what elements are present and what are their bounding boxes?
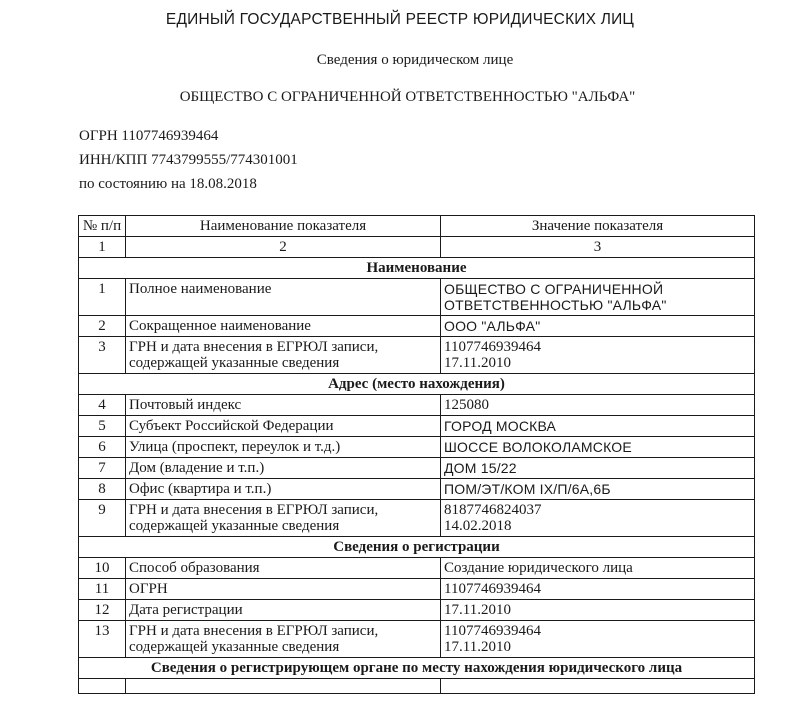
table-row xyxy=(79,579,755,600)
table-row xyxy=(79,337,755,374)
section-row xyxy=(79,374,755,395)
cell-line: 8187746824037 xyxy=(444,502,542,518)
row-number: 13 xyxy=(79,621,126,658)
row-number: 9 xyxy=(79,500,126,537)
row-indicator-name xyxy=(126,337,441,374)
row-indicator-value xyxy=(441,437,755,458)
row-number: 6 xyxy=(79,437,126,458)
row-indicator-value xyxy=(441,458,755,479)
section-row xyxy=(79,537,755,558)
cell-line: ГРН и дата внесения в ЕГРЮЛ записи, xyxy=(129,502,379,518)
row-number: 2 xyxy=(79,316,126,337)
cell-line: 125080 xyxy=(444,397,489,413)
row-number: 12 xyxy=(79,600,126,621)
row-indicator-name xyxy=(126,279,441,316)
cell-line: 14.02.2018 xyxy=(444,518,512,534)
cell-line: 1107746939464 xyxy=(444,339,541,355)
table-row-cut xyxy=(79,679,755,694)
table-row xyxy=(79,458,755,479)
row-indicator-name xyxy=(126,458,441,479)
column-number: 2 xyxy=(126,237,441,258)
cell-line: Создание юридического лица xyxy=(444,560,633,576)
cell-line: Дом (владение и т.п.) xyxy=(129,460,265,476)
company-name-heading: ОБЩЕСТВО С ОГРАНИЧЕННОЙ ОТВЕТСТВЕННОСТЬЮ "АЛЬФА" xyxy=(179,89,636,105)
row-indicator-value xyxy=(441,479,755,500)
cell-line: Почтовый индекс xyxy=(129,397,242,413)
cell-line: Дата регистрации xyxy=(129,602,243,618)
as-of-date-line: по состоянию на 18.08.2018 xyxy=(79,176,257,192)
row-indicator-name xyxy=(126,416,441,437)
cell-line: 17.11.2010 xyxy=(444,639,511,655)
cell-line: ГОРОД МОСКВА xyxy=(444,418,557,434)
table-row xyxy=(79,316,755,337)
cell-line: Сокращенное наименование xyxy=(129,318,311,334)
cell-line: Офис (квартира и т.п.) xyxy=(129,481,272,497)
table-row xyxy=(79,558,755,579)
table-header-row xyxy=(79,216,755,237)
row-number: 4 xyxy=(79,395,126,416)
cell-line: 17.11.2010 xyxy=(444,602,511,618)
cell-line: Полное наименование xyxy=(129,281,272,297)
table-row xyxy=(79,279,755,316)
cell-line: 1107746939464 xyxy=(444,581,541,597)
row-indicator-value xyxy=(441,621,755,658)
cell-line: 17.11.2010 xyxy=(444,355,511,371)
row-indicator-name xyxy=(126,621,441,658)
document-subtitle: Сведения о юридическом лице xyxy=(316,52,514,68)
cell-line: ОБЩЕСТВО С ОГРАНИЧЕННОЙ xyxy=(444,281,664,297)
cell-line: ПОМ/ЭТ/КОМ IX/П/6А,6Б xyxy=(444,481,611,497)
column-number-row xyxy=(79,237,755,258)
section-row xyxy=(79,258,755,279)
row-number: 10 xyxy=(79,558,126,579)
table-row xyxy=(79,416,755,437)
row-number: 7 xyxy=(79,458,126,479)
cell-line: Субъект Российской Федерации xyxy=(129,418,334,434)
cell-line: ДОМ 15/22 xyxy=(444,460,517,476)
row-number: 11 xyxy=(79,579,126,600)
row-indicator-value xyxy=(441,500,755,537)
row-indicator-value xyxy=(441,579,755,600)
table-row xyxy=(79,395,755,416)
row-indicator-name xyxy=(126,316,441,337)
row-indicator-name xyxy=(126,579,441,600)
registry-title: ЕДИНЫЙ ГОСУДАРСТВЕННЫЙ РЕЕСТР ЮРИДИЧЕСКИХ ЛИЦ xyxy=(165,11,635,28)
row-indicator-value xyxy=(441,395,755,416)
row-indicator-value xyxy=(441,316,755,337)
column-header: № п/п xyxy=(79,216,126,237)
cut-cell xyxy=(79,679,126,694)
cell-line: ОТВЕТСТВЕННОСТЬЮ "АЛЬФА" xyxy=(444,297,667,313)
cell-line: ГРН и дата внесения в ЕГРЮЛ записи, xyxy=(129,623,379,639)
row-indicator-name xyxy=(126,437,441,458)
row-indicator-value xyxy=(441,279,755,316)
ogrn-line: ОГРН 1107746939464 xyxy=(79,128,219,144)
cut-cell xyxy=(126,679,441,694)
register-table-body xyxy=(79,216,755,694)
cell-line: содержащей указанные сведения xyxy=(129,355,340,371)
cut-cell xyxy=(441,679,755,694)
column-number: 1 xyxy=(79,237,126,258)
section-title: Сведения о регистрации xyxy=(79,537,755,558)
row-indicator-name xyxy=(126,500,441,537)
cell-line: 1107746939464 xyxy=(444,623,541,639)
row-indicator-value xyxy=(441,558,755,579)
row-number: 8 xyxy=(79,479,126,500)
register-table xyxy=(78,215,755,694)
cell-line: содержащей указанные сведения xyxy=(129,639,340,655)
row-indicator-value xyxy=(441,600,755,621)
cell-line: ГРН и дата внесения в ЕГРЮЛ записи, xyxy=(129,339,379,355)
cell-line: Улица (проспект, переулок и т.д.) xyxy=(129,439,341,455)
table-row xyxy=(79,600,755,621)
row-indicator-name xyxy=(126,600,441,621)
inn-kpp-line: ИНН/КПП 7743799555/774301001 xyxy=(79,152,298,168)
cell-line: ОГРН xyxy=(129,581,168,597)
section-title: Наименование xyxy=(79,258,755,279)
row-indicator-value xyxy=(441,337,755,374)
cell-line: ШОССЕ ВОЛОКОЛАМСКОЕ xyxy=(444,439,632,455)
cell-line: ООО "АЛЬФА" xyxy=(444,318,541,334)
table-row xyxy=(79,500,755,537)
column-header: Наименование показателя xyxy=(126,216,441,237)
row-number: 3 xyxy=(79,337,126,374)
table-row xyxy=(79,479,755,500)
table-row xyxy=(79,437,755,458)
column-header: Значение показателя xyxy=(441,216,755,237)
section-title: Сведения о регистрирующем органе по месту нахождения юридического лица xyxy=(79,658,755,679)
section-title: Адрес (место нахождения) xyxy=(79,374,755,395)
cell-line: Способ образования xyxy=(129,560,260,576)
column-number: 3 xyxy=(441,237,755,258)
table-row xyxy=(79,621,755,658)
row-indicator-name xyxy=(126,395,441,416)
section-row xyxy=(79,658,755,679)
row-indicator-name xyxy=(126,558,441,579)
cell-line: содержащей указанные сведения xyxy=(129,518,340,534)
row-indicator-name xyxy=(126,479,441,500)
row-number: 1 xyxy=(79,279,126,316)
row-indicator-value xyxy=(441,416,755,437)
row-number: 5 xyxy=(79,416,126,437)
